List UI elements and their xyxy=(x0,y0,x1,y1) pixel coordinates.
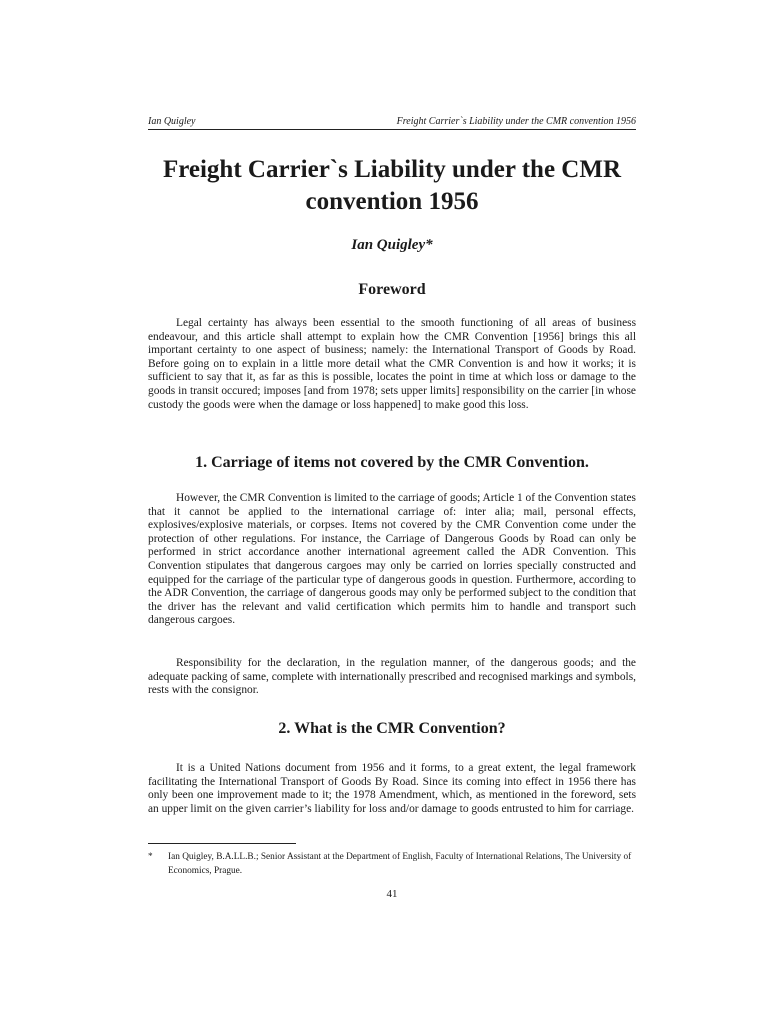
foreword-paragraph: Legal certainty has always been essential to the smooth functioning of all areas of business endeavour, and this article shall attempt to explain how the CMR Convention [1956] brings this all important certainty to one aspect of business; namely: the International Transport of Goods by Road. Before going on to explain in a little more detail what the CMR Convention is and how it works; it is sufficient to say that it, as far as this is possible, locates the point in time at which loss or damage to the goods in transit occured; imposes [and from 1978; sets upper limits] responsibility on the carrier [in whose custody the goods were when the damage or loss happened] to make good this loss. xyxy=(148,317,636,411)
footnote-divider xyxy=(148,843,296,844)
section-1-paragraph-1: However, the CMR Convention is limited to the carriage of goods; Article 1 of the Convention states that it cannot be applied to the international carriage of: inter alia; mail, personal effects, explosives/explosive materials, or corpses. Items not covered by the CMR Convention come under the protection of other regulations. For instance, the Carriage of Dangerous Goods by Road can only be performed in strict accordance another international agreement called the ADR Convention. This Convention stipulates that dangerous cargoes may only be carried on lorries specially constructed and equipped for the carriage of the particular type of dangerous goods in question. Furthermore, according to the ADR Convention, the carriage of dangerous goods may only be performed subject to the condition that the driver has the relevant and valid certification which permits him to handle and transport such dangerous cargoes. xyxy=(148,492,636,627)
section-1-heading: 1. Carriage of items not covered by the CMR Convention. xyxy=(195,454,589,471)
section-1-paragraph-2: Responsibility for the declaration, in the regulation manner, of the dangerous goods; and the adequate packing of same, complete with internationally prescribed and recognised markings and symbols, rests with the consignor. xyxy=(148,657,636,697)
running-head-title: Freight Carrier`s Liability under the CMR convention 1956 xyxy=(396,116,636,127)
footnote xyxy=(148,850,636,878)
section-2-paragraph-1: It is a United Nations document from 1956 and it forms, to a great extent, the legal framework facilitating the International Transport of Goods By Road. Since its coming into effect in 1956 there has only been one improvement made to it; the 1978 Amendment, which, as mentioned in the foreword, sets an upper limit on the given carrier’s liability for loss and/or damage to goods entrusted to him for carriage. xyxy=(148,762,636,815)
page-number: 41 xyxy=(386,888,398,900)
footnote-mark: * xyxy=(148,852,153,862)
footnote-text: Ian Quigley, B.A.LL.B.; Senior Assistant at the Department of English, Faculty of International Relations, The University of Economics, Prague. xyxy=(168,852,632,876)
article-author: Ian Quigley* xyxy=(351,237,433,253)
foreword-heading: Foreword xyxy=(358,281,426,298)
article-title: Freight Carrier`s Liability under the CMR convention 1956 xyxy=(162,156,622,215)
section-2-heading: 2. What is the CMR Convention? xyxy=(278,720,506,737)
running-head xyxy=(148,116,636,130)
running-head-author: Ian Quigley xyxy=(148,116,196,127)
